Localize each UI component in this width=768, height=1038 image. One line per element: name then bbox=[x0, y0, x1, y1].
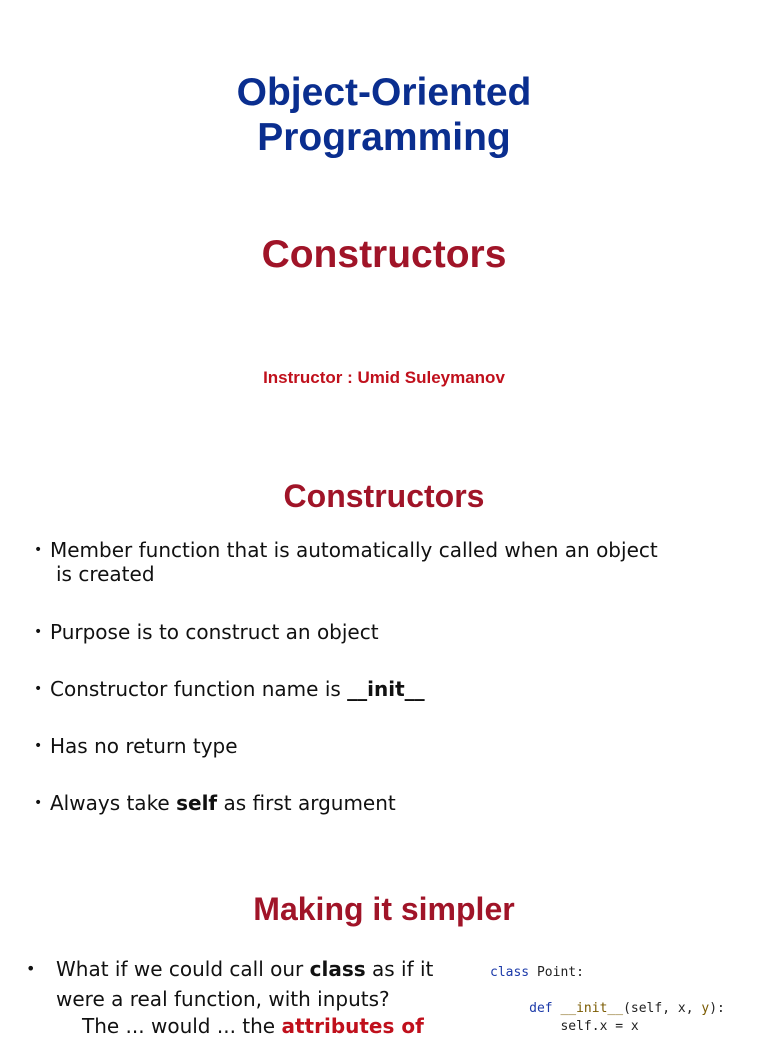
bullet-dot-icon: • bbox=[34, 738, 43, 754]
constructors-heading: Constructors bbox=[283, 478, 485, 514]
bullet-dot-icon: • bbox=[34, 542, 43, 558]
bullet-item: • Always take self as first argument bbox=[34, 791, 396, 815]
slide-subtitle: Constructors bbox=[261, 233, 507, 276]
bullet-dot-icon: • bbox=[34, 681, 43, 697]
bullet-item: • Purpose is to construct an object bbox=[34, 620, 379, 644]
init-keyword: __init__ bbox=[347, 677, 425, 701]
bullet-dot-icon: • bbox=[34, 795, 43, 811]
making-simpler-heading: Making it simpler bbox=[253, 891, 515, 927]
code-snippet: class Point: def __init__(self, x, y): self.x = x bbox=[490, 965, 725, 1034]
slide-title bbox=[0, 70, 768, 160]
bullet-item: • What if we could call our class as if it were a real function, with inputs? bbox=[26, 954, 446, 1014]
bullet-dot-icon: • bbox=[34, 624, 43, 640]
slide-title-line1: Object-Oriented bbox=[236, 71, 532, 114]
bullet-item: • Has no return type bbox=[34, 734, 238, 758]
self-keyword: self bbox=[176, 791, 218, 815]
slide-title-line2: Programming bbox=[257, 116, 511, 159]
bullet-item: • Constructor function name is __init__ bbox=[34, 677, 425, 701]
bullet-dot-icon: • bbox=[26, 959, 36, 978]
sub-bullet-cut: The ... would ... the attributes of bbox=[82, 1014, 424, 1038]
bullet-item: • Member function that is automatically called when an object is created bbox=[34, 538, 658, 586]
class-keyword: class bbox=[309, 957, 366, 981]
instructor-name: Instructor : Umid Suleymanov bbox=[263, 368, 505, 387]
